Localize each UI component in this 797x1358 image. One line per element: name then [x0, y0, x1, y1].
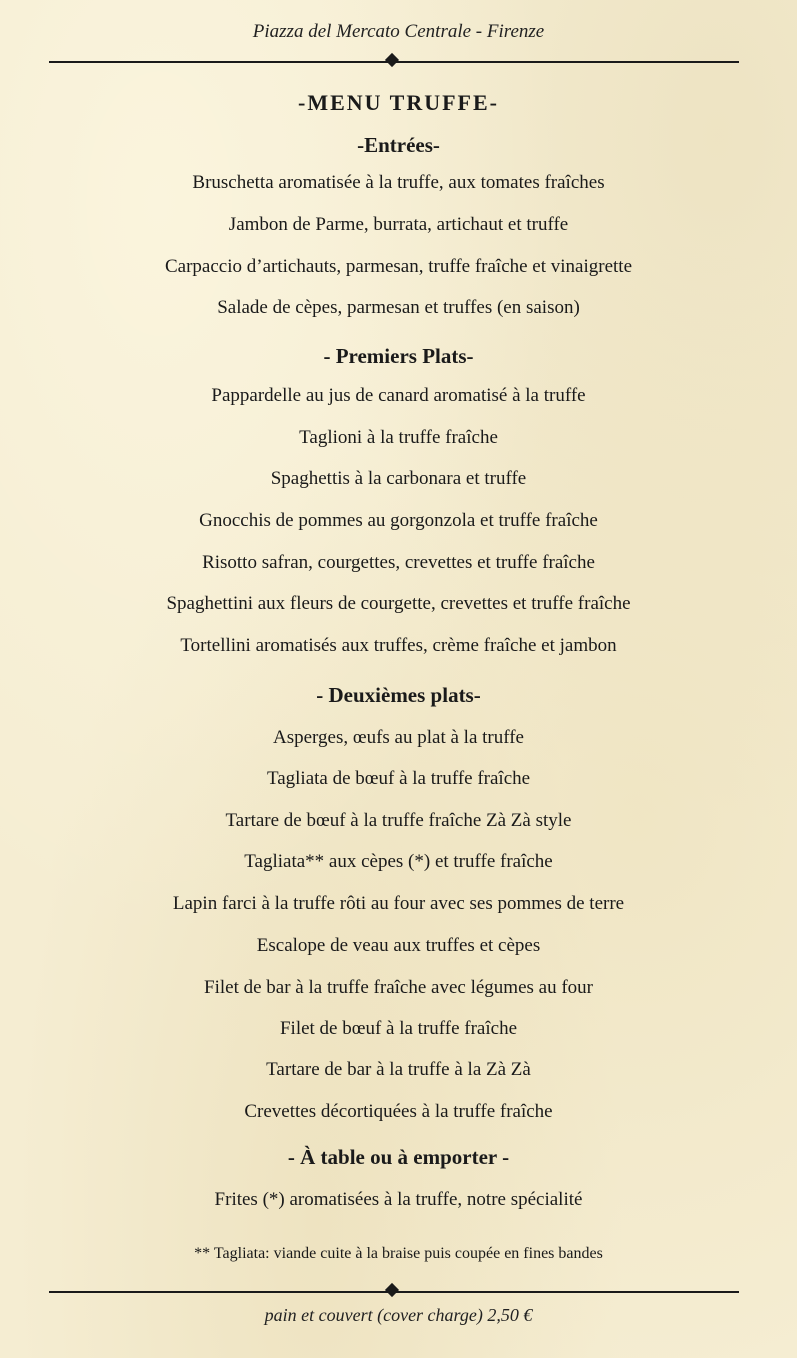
menu-item: Carpaccio d’artichauts, parmesan, truffe fraîche et vinaigrette	[164, 256, 633, 277]
menu-item: Filet de bar à la truffe fraîche avec légumes au four	[204, 977, 593, 998]
section-title-deuxiemes-plats: - Deuxièmes plats-	[316, 683, 481, 707]
menu-title: -MENU TRUFFE-	[298, 90, 499, 115]
menu-item: Jambon de Parme, burrata, artichaut et truffe	[228, 214, 569, 235]
restaurant-location: Piazza del Mercato Centrale - Firenze	[252, 21, 545, 42]
cover-charge: pain et couvert (cover charge) 2,50 €	[264, 1305, 533, 1325]
menu-item: Tartare de bar à la truffe à la Zà Zà	[266, 1059, 531, 1080]
section-title-entrees: -Entrées-	[357, 133, 440, 157]
menu-item: Pappardelle au jus de canard aromatisé à la truffe	[211, 385, 586, 406]
diamond-ornament-icon	[385, 1283, 399, 1297]
menu-item: Spaghettis à la carbonara et truffe	[270, 468, 527, 489]
menu-item: Salade de cèpes, parmesan et truffes (en saison)	[217, 297, 580, 318]
tagliata-footnote: ** Tagliata: viande cuite à la braise puis coupée en fines bandes	[194, 1245, 603, 1262]
menu-item: Escalope de veau aux truffes et cèpes	[256, 935, 541, 956]
menu-item: Asperges, œufs au plat à la truffe	[273, 727, 524, 748]
menu-item: Lapin farci à la truffe rôti au four avec ses pommes de terre	[172, 893, 625, 914]
menu-item: Risotto safran, courgettes, crevettes et truffe fraîche	[202, 552, 595, 573]
top-divider	[49, 61, 739, 63]
menu-item: Tagliata de bœuf à la truffe fraîche	[266, 768, 531, 789]
menu-item: Filet de bœuf à la truffe fraîche	[279, 1018, 518, 1039]
menu-item: Tortellini aromatisés aux truffes, crème fraîche et jambon	[180, 635, 617, 656]
menu-item: Bruschetta aromatisée à la truffe, aux tomates fraîches	[192, 172, 605, 193]
menu-item: Tagliata** aux cèpes (*) et truffe fraîche	[244, 851, 553, 872]
menu-item: Tartare de bœuf à la truffe fraîche Zà Zà style	[225, 810, 572, 831]
menu-item: Gnocchis de pommes au gorgonzola et truffe fraîche	[199, 510, 598, 531]
section-title-premiers-plats: - Premiers Plats-	[323, 344, 474, 368]
section-title-a-table-ou-a-emporter: - À table ou à emporter -	[287, 1145, 510, 1169]
bottom-divider	[49, 1291, 739, 1293]
menu-item: Taglioni à la truffe fraîche	[299, 427, 498, 448]
menu-item: Crevettes décortiquées à la truffe fraîche	[244, 1101, 553, 1122]
diamond-ornament-icon	[385, 53, 399, 67]
menu-item: Spaghettini aux fleurs de courgette, crevettes et truffe fraîche	[166, 593, 631, 614]
menu-item: Frites (*) aromatisées à la truffe, notre spécialité	[214, 1189, 583, 1210]
